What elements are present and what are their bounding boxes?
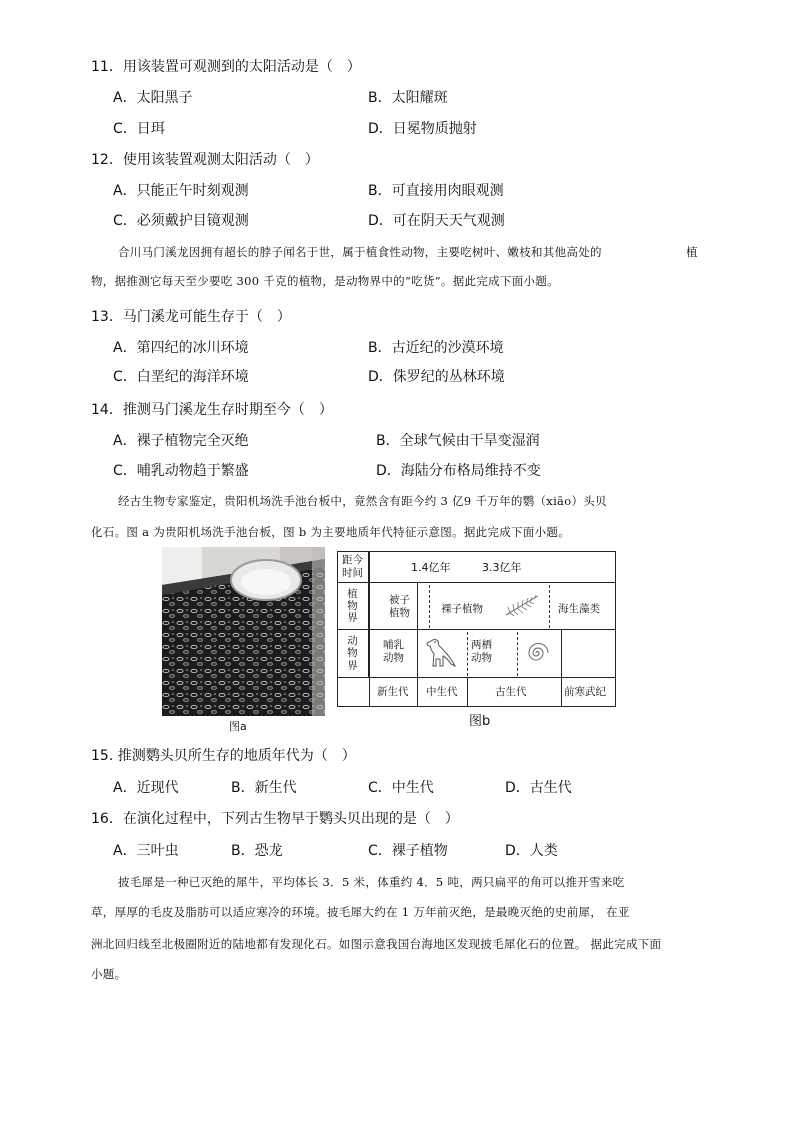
figure-b-caption: 图b (469, 714, 491, 729)
dinosaur-icon (425, 635, 459, 671)
label-column-divider (369, 551, 370, 707)
q13-option-d[interactable]: D．侏罗纪的丛林环境 (368, 369, 505, 385)
era-mesozoic: 中生代 (426, 686, 458, 698)
plant-marine-algae: 海生藻类 (558, 603, 600, 615)
era-cenozoic: 新生代 (377, 686, 409, 698)
animal-end-divider (561, 630, 562, 678)
header-label: 距今时间 (342, 554, 363, 579)
time-mark-3-3: 3.3亿年 (482, 561, 522, 574)
q12-option-a[interactable]: A．只能正午时刻观测 (113, 183, 249, 199)
q12-option-c[interactable]: C．必须戴护目镜观测 (113, 213, 249, 229)
dash-boundary-1 (429, 585, 430, 628)
q12-option-b[interactable]: B．可直接用肉眼观测 (368, 183, 504, 199)
plant-label: 植物界 (347, 587, 358, 625)
plant-gymnosperm: 裸子植物 (441, 603, 483, 615)
paleozoic-divider (561, 678, 562, 707)
q15-option-d[interactable]: D．古生代 (505, 780, 572, 796)
dash-boundary-3 (467, 632, 468, 676)
passage-1-line-1-end: 植 (686, 245, 698, 259)
q13-option-b[interactable]: B．古近纪的沙漠环境 (368, 340, 504, 356)
fern-icon (502, 593, 542, 619)
passage-3-line-1: 披毛犀是一种已灭绝的犀牛，平均体长 3．5 米，体重约 4．5 吨，两只扁平的角可以推开雪来吃 (118, 875, 625, 889)
dash-boundary-4 (517, 632, 518, 676)
era-precambrian: 前寒武纪 (564, 686, 606, 698)
passage-1-line-1: 合川马门溪龙因拥有超长的脖子闻名于世，属于植食性动物，主要吃树叶、嫩枝和其他高处的 (118, 245, 602, 259)
q14-option-c[interactable]: C．哺乳动物趋于繁盛 (113, 463, 249, 479)
dash-boundary-2 (549, 585, 550, 628)
animal-amphibians: 两栖动物 (471, 639, 492, 665)
passage-3-line-4: 小题。 (91, 967, 127, 981)
plant-angiosperm: 被子植物 (389, 594, 410, 620)
passage-3-line-2: 草，厚厚的毛皮及脂肪可以适应寒冷的环境。披毛犀大约在 1 万年前灭绝，是最晚灭绝的史前犀， 在亚 (91, 905, 630, 919)
q14-option-a[interactable]: A．裸子植物完全灭绝 (113, 433, 249, 449)
plant-row-divider (369, 629, 615, 630)
q15-option-c[interactable]: C．中生代 (368, 780, 434, 796)
animal-label-cell (337, 630, 369, 678)
mesozoic-divider (467, 678, 468, 707)
q16-option-b[interactable]: B．恐龙 (231, 843, 283, 859)
q16-option-d[interactable]: D．人类 (505, 843, 558, 859)
header-label-cell (337, 551, 369, 583)
animal-row-divider (337, 677, 616, 678)
plant-label-cell (337, 583, 369, 630)
question-14-stem: 14．推测马门溪龙生存时期至今（ ） (91, 402, 333, 418)
q15-option-b[interactable]: B．新生代 (231, 780, 297, 796)
passage-2-line-2: 化石。图 a 为贵阳机场洗手池台板，图 b 为主要地质年代特征示意图。据此完成下面小题。 (91, 525, 571, 539)
animal-label: 动物界 (347, 635, 358, 672)
question-16-stem: 16．在演化过程中，下列古生物早于鹦头贝出现的是（ ） (91, 811, 459, 827)
header-divider (369, 582, 615, 583)
q11-option-a[interactable]: A．太阳黑子 (113, 90, 193, 106)
cenozoic-divider (417, 583, 418, 707)
passage-2-line-1: 经古生物专家鉴定，贵阳机场洗手池台板中，竟然含有距今约 3 亿9 千万年的鹦（xiāo）头贝 (118, 494, 607, 508)
figure-b-era-table (337, 551, 616, 707)
animal-mammals: 哺乳动物 (383, 639, 404, 665)
figure-a-sink-photo (162, 547, 325, 716)
passage-3-line-3: 洲北回归线至北极圈附近的陆地都有发现化石。如图示意我国台海地区发现披毛犀化石的位置。 据此完成下面 (91, 937, 662, 951)
q13-option-c[interactable]: C．白垩纪的海洋环境 (113, 369, 249, 385)
question-15-stem: 15. 推测鹦头贝所生存的地质年代为（ ） (91, 748, 356, 764)
time-mark-1-4: 1.4亿年 (411, 561, 451, 574)
q14-option-d[interactable]: D．海陆分布格局维持不变 (376, 463, 541, 479)
figure-a-caption: 图a (229, 720, 247, 733)
q15-option-a[interactable]: A．近现代 (113, 780, 179, 796)
sink-countertop-image (162, 547, 325, 716)
ammonite-icon (522, 640, 552, 666)
q13-option-a[interactable]: A．第四纪的冰川环境 (113, 340, 249, 356)
q11-option-b[interactable]: B．太阳耀斑 (368, 90, 448, 106)
q12-option-d[interactable]: D．可在阴天天气观测 (368, 213, 505, 229)
q14-option-b[interactable]: B．全球气候由干旱变湿润 (376, 433, 540, 449)
question-11-stem: 11．用该装置可观测到的太阳活动是（ ） (91, 59, 361, 75)
q11-option-d[interactable]: D．日冕物质抛射 (368, 121, 477, 137)
question-12-stem: 12．使用该装置观测太阳活动（ ） (91, 152, 319, 168)
q11-option-c[interactable]: C．日珥 (113, 121, 165, 137)
q16-option-c[interactable]: C．裸子植物 (368, 843, 448, 859)
question-13-stem: 13．马门溪龙可能生存于（ ） (91, 309, 291, 325)
passage-1-line-2: 物，据推测它每天至少要吃 300 千克的植物，是动物界中的“吃货”。据此完成下面小题。 (91, 274, 559, 288)
q16-option-a[interactable]: A．三叶虫 (113, 843, 179, 859)
era-paleozoic: 古生代 (495, 686, 527, 698)
